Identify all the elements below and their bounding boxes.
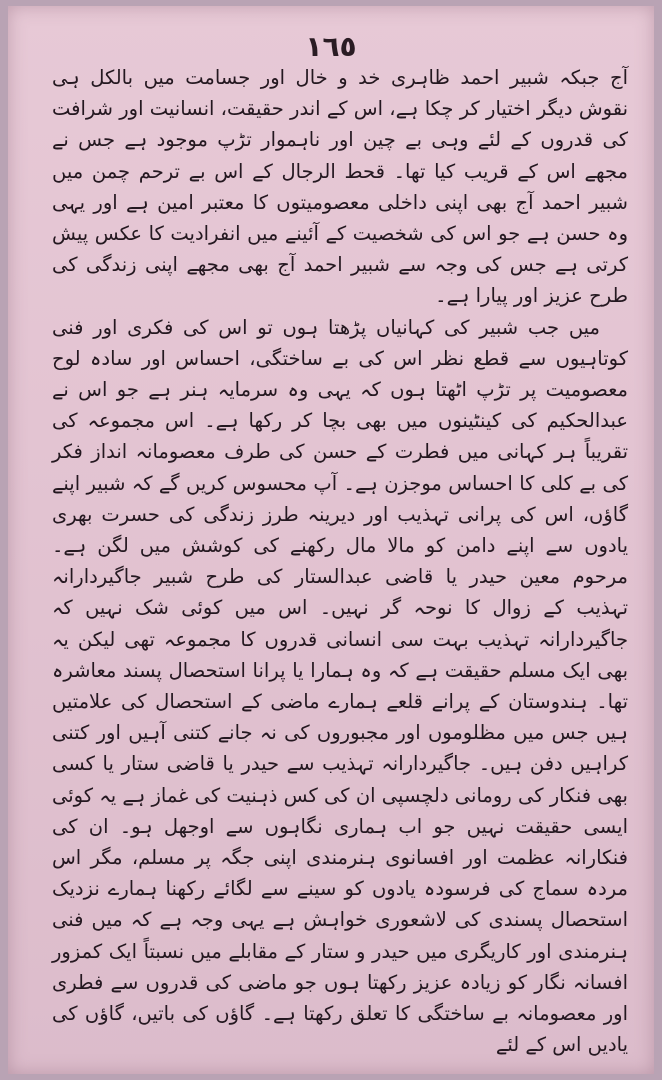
- paragraph-1: آج جبکہ شبیر احمد ظاہری خد و خال اور جسامت میں بالکل ہی نقوش دیگر اختیار کر چکا ہے، اس کے اندر حقیقت، انسانیت اور شرافت کی قدروں کے لئے وہی بے چین اور ناہموار تڑپ موجود ہے جس نے مجھے اس کے قریب کیا تھا۔ قحط الرجال کے اس بے ترحم چمن میں شبیر احمد آج بھی اپنی داخلی معصومیتوں کا معتبر امین ہے اور یہی وہ حسن ہے جو اس کی شخصیت کے آئینے میں انفرادیت کا عکس پیش کرتی ہے جس کی وجہ سے شبیر احمد آج بھی مجھے اپنی زندگی کی طرح عزیز اور پیارا ہے۔: [52, 66, 628, 308]
- page-body-text: [52, 62, 628, 1061]
- page-number: ١٦٥: [305, 30, 357, 63]
- paragraph-2: میں جب شبیر کی کہانیاں پڑھتا ہوں تو اس کی فکری اور فنی کوتاہیوں سے قطع نظر اس کی بے ساختگی، احساس اور سادہ لوح معصومیت پر تڑپ اٹھتا ہوں کہ یہی وہ سرمایہ ہنر ہے جو اس نے عبدالحکیم کی کینٹینوں میں بھی بچا کر رکھا ہے۔ اس مجموعہ کی تقریباً ہر کہانی میں فطرت کے حسن کی طرف معصومانہ انداز فکر کی بے کلی کا احساس موجزن ہے۔ آپ محسوس کریں گے کہ شبیر اپنے گاؤں، اس کی پرانی تہذیب اور دیرینہ طرز زندگی کی حسرت بھری یادوں سے اپنے دامن کو مالا مال رکھنے کی کوشش میں لگن ہے۔ مرحوم معین حیدر یا قاضی عبدالستار کی طرح شبیر جاگیردارانہ تہذیب کے زوال کا نوحہ گر نہیں۔ اس میں کوئی شک نہیں کہ جاگیردارانہ تہذیب بہت سی انسانی قدروں کا مجموعہ تھی لیکن یہ بھی ایک مسلم حقیقت ہے کہ وہ ہمارا یا پرانا استحصال پسند معاشرہ تھا۔ ہندوستان کے پرانے قلعے ہمارے ماضی کے استحصال کی علامتیں ہیں جس میں مظلوموں اور مجبوروں کی نہ جانے کتنی آہیں اور کتنی کراہیں دفن ہیں۔ جاگیردارانہ تہذیب سے حیدر یا قاضی ستار یا کسی بھی فنکار کی رومانی دلچسپی ان کی کس ذہنیت کی غماز ہے یہ کوئی ایسی حقیقت نہیں جو اب ہماری نگاہوں سے اوجھل ہو۔ ان کی فنکارانہ عظمت اور افسانوی ہنرمندی اپنی جگہ پر مسلم، مگر اس مردہ سماج کی فرسودہ یادوں کو سینے سے لگائے رکھنا ہمارے نزدیک استحصال پسندی کی لاشعوری خواہش ہے یہی وجہ ہے کہ میں فنی ہنرمندی اور کاریگری میں حیدر و ستار کے مقابلے میں نسبتاً ایک کمزور افسانہ نگار کو زیادہ عزیز رکھتا ہوں جو ماضی کی قدروں سے فطری اور معصومانہ بے ساختگی کا تعلق رکھتا ہے۔ گاؤں کی باتیں، گاؤں کی یادیں اس کے لئے: [52, 315, 628, 1057]
- book-page: [8, 6, 654, 1074]
